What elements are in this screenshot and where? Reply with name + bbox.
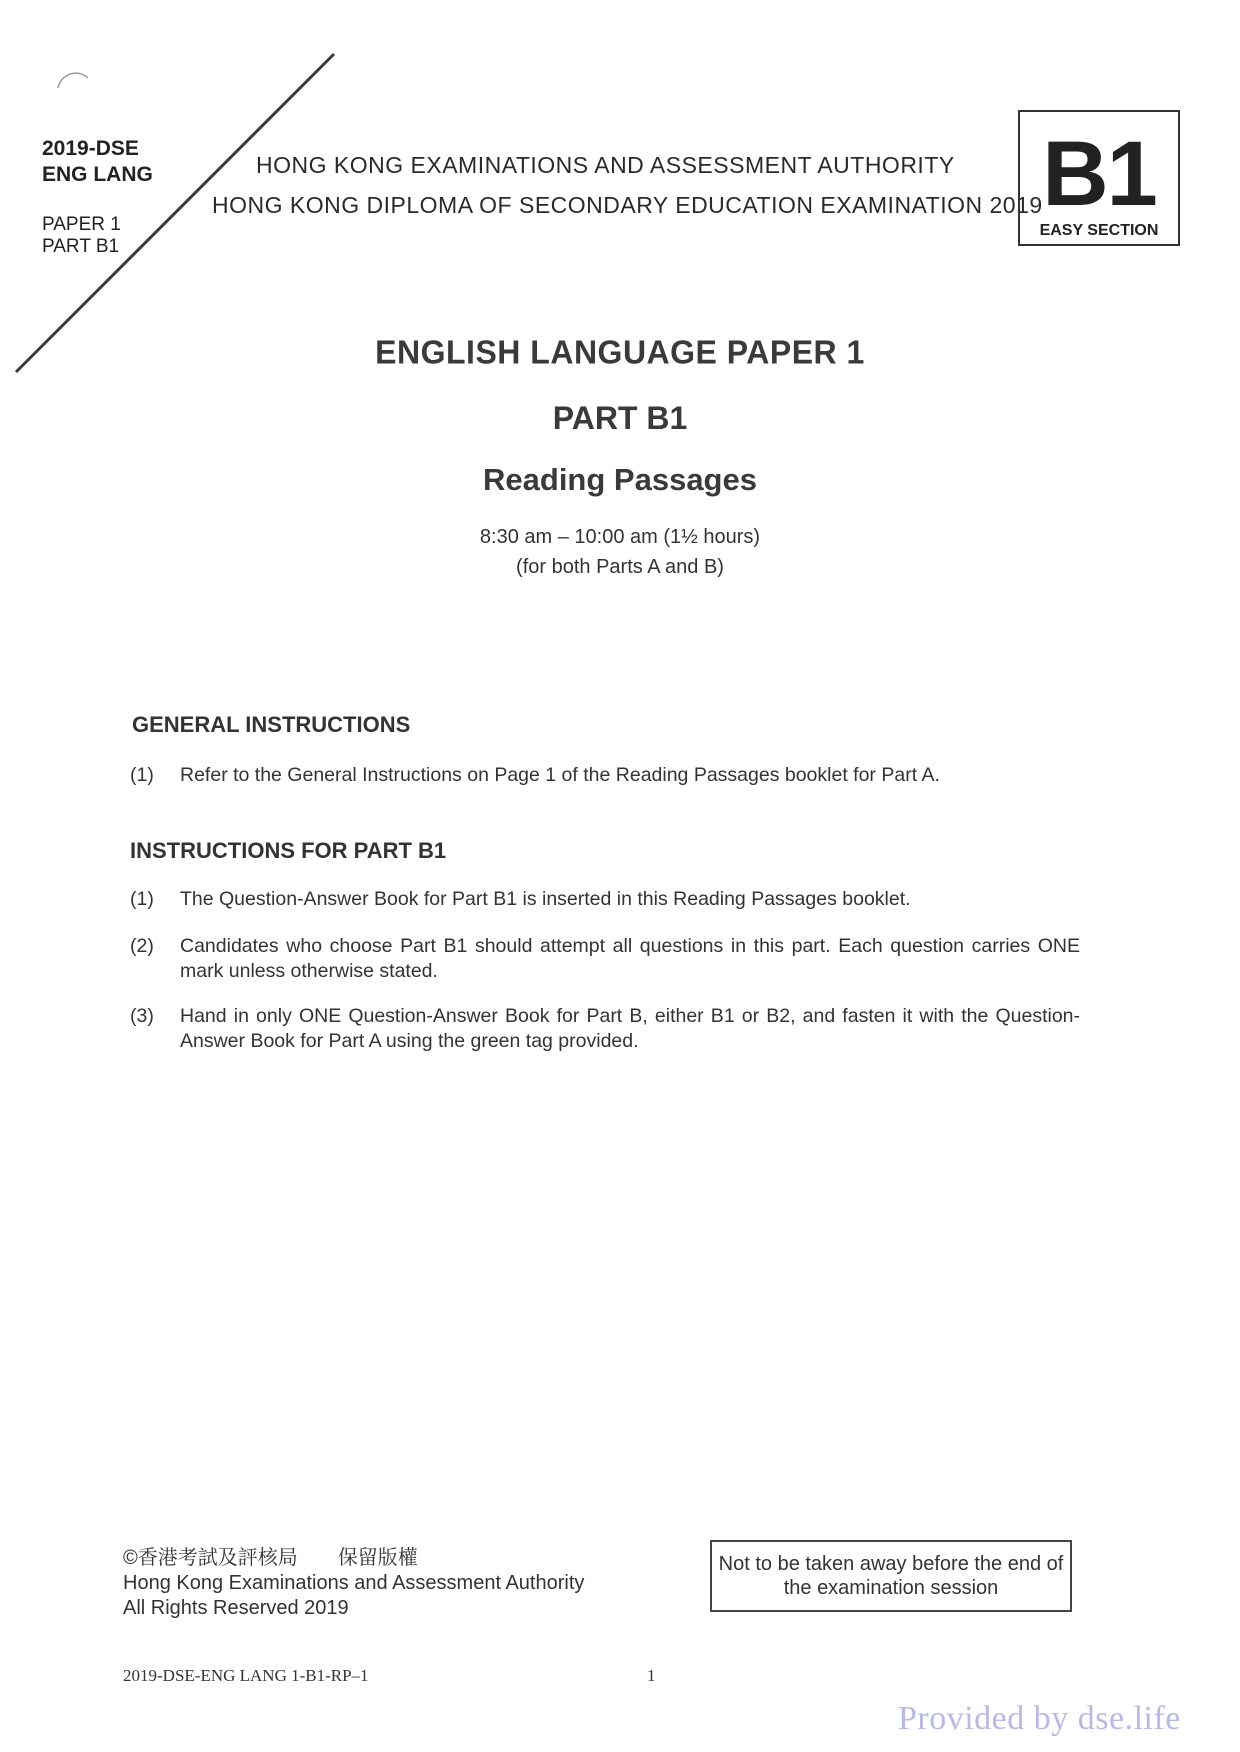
corner-part-label: PART B1	[42, 236, 120, 257]
authority-name: HONG KONG EXAMINATIONS AND ASSESSMENT AUTHORITY	[256, 152, 955, 178]
item-text: The Question-Answer Book for Part B1 is inserted in this Reading Passages booklet.	[180, 888, 911, 910]
general-instructions-heading: GENERAL INSTRUCTIONS	[132, 712, 411, 737]
page-code: 2019-DSE-ENG LANG 1-B1-RP–1	[123, 1666, 369, 1685]
part-instruction-item	[130, 887, 1080, 913]
booklet-title: Reading Passages	[483, 462, 757, 497]
exam-time-note: (for both Parts A and B)	[516, 556, 724, 578]
exam-name: HONG KONG DIPLOMA OF SECONDARY EDUCATION EXAMINATION 2019	[212, 192, 1043, 218]
item-text: Refer to the General Instructions on Page 1 of the Reading Passages booklet for Part A.	[180, 764, 940, 786]
corner-code-line2: ENG LANG	[42, 163, 153, 186]
corner-code-line1: 2019-DSE	[42, 137, 139, 160]
part-title: PART B1	[552, 400, 688, 436]
item-number: (1)	[130, 764, 154, 786]
exam-notice-box: Not to be taken away before the end of the examination session	[710, 1540, 1072, 1612]
corner-code	[42, 136, 153, 188]
item-number: (3)	[130, 1005, 154, 1027]
item-text: Candidates who choose Part B1 should attempt all questions in this part. Each question carries ONE mark unless otherwise stated.	[180, 935, 1080, 982]
rights-reserved: All Rights Reserved 2019	[123, 1597, 349, 1619]
page-number: 1	[647, 1666, 656, 1685]
paper-title: ENGLISH LANGUAGE PAPER 1	[375, 333, 865, 371]
part-instructions-heading: INSTRUCTIONS FOR PART B1	[130, 838, 447, 863]
section-badge-code: B1	[1042, 123, 1156, 225]
part-instruction-item	[130, 934, 1080, 986]
corner-paper-label: PAPER 1	[42, 214, 121, 235]
item-text: Hand in only ONE Question-Answer Book for Part B, either B1 or B2, and fasten it with the Question-Answer Book for Part A using the green tag provided.	[180, 1005, 1080, 1052]
section-badge-label: EASY SECTION	[1039, 222, 1159, 239]
item-number: (2)	[130, 935, 154, 957]
corner-paper	[42, 214, 121, 258]
part-instruction-item	[130, 1004, 1080, 1056]
watermark: Provided by dse.life	[898, 1700, 1181, 1737]
general-instruction-item	[130, 763, 1080, 789]
item-number: (1)	[130, 888, 154, 910]
copyright-block	[123, 1546, 584, 1621]
section-badge	[1018, 110, 1180, 246]
copyright-english: Hong Kong Examinations and Assessment Authority	[123, 1572, 585, 1594]
exam-time: 8:30 am – 10:00 am (1½ hours)	[479, 526, 761, 548]
copyright-chinese: ©香港考試及評核局 保留版權	[123, 1547, 418, 1569]
